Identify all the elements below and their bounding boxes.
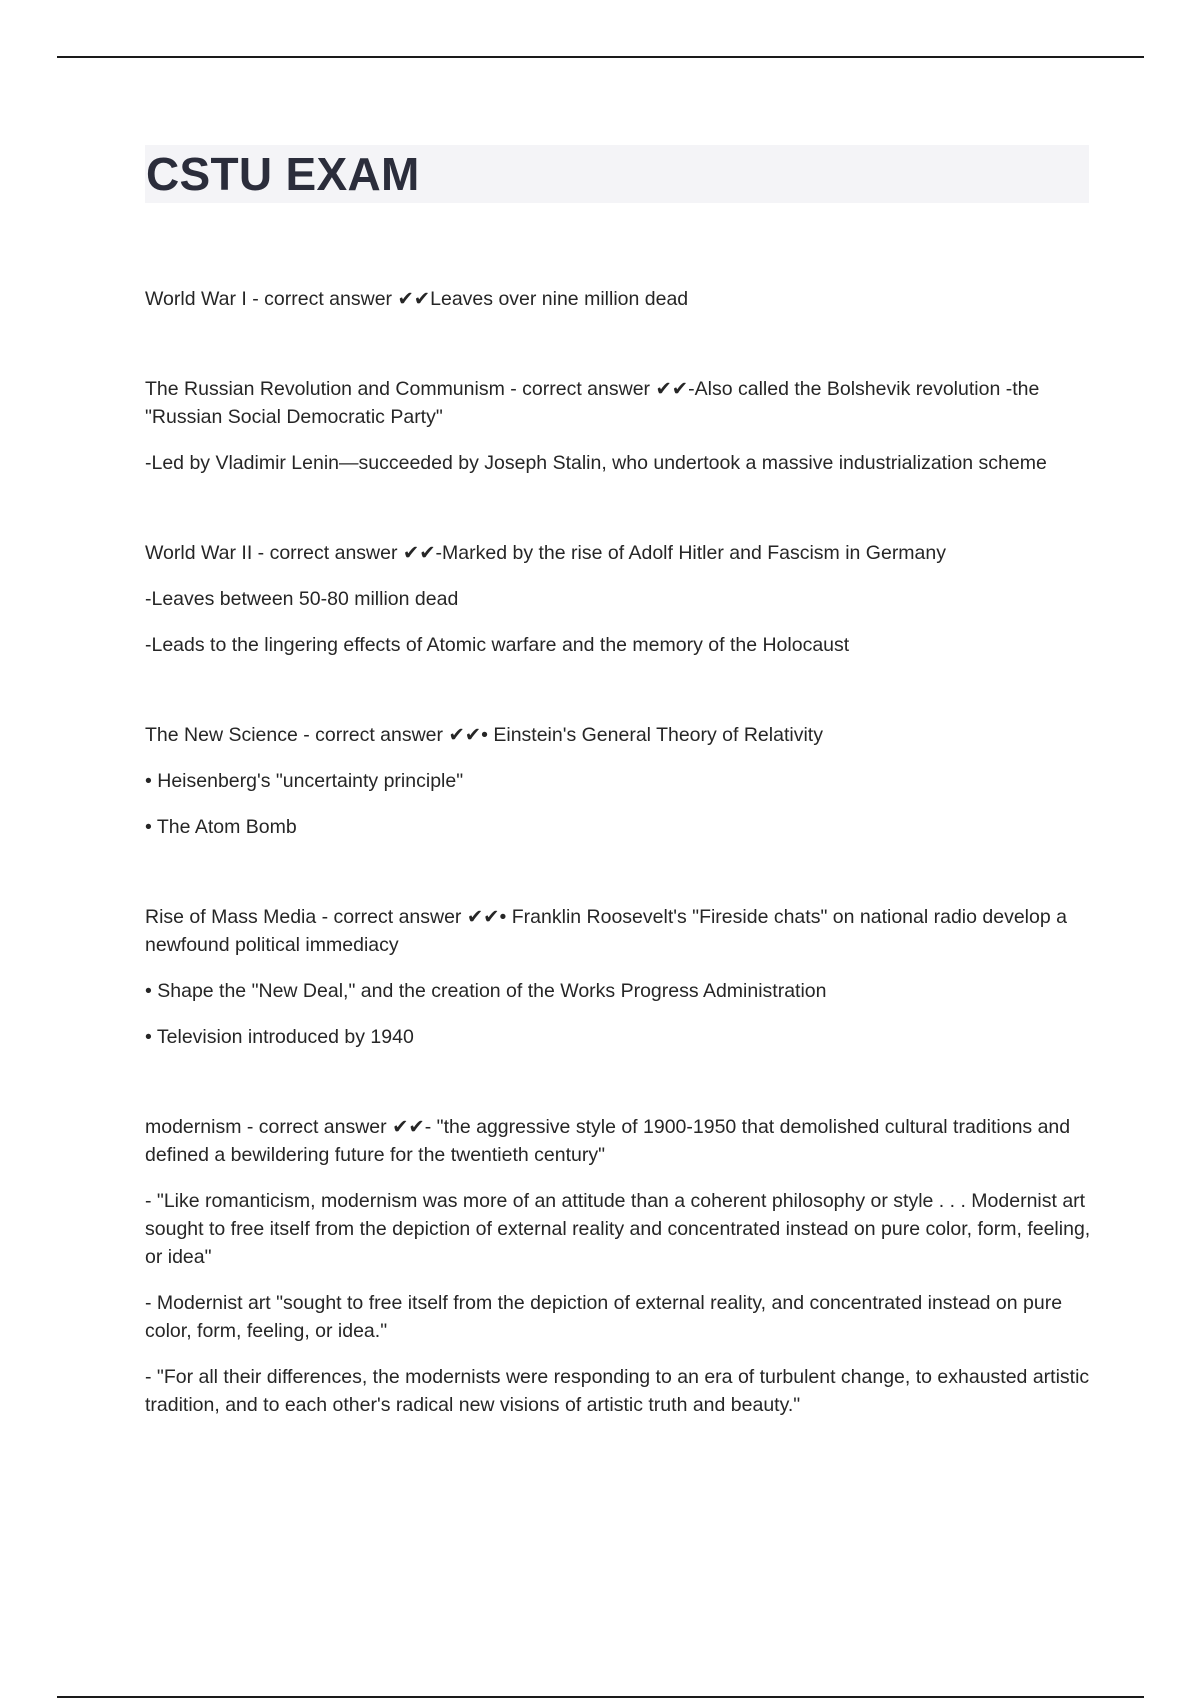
page-title: CSTU EXAM (146, 148, 420, 200)
entry-line: -Leaves between 50-80 million dead (145, 588, 459, 610)
qa-entry (145, 903, 1093, 1051)
qa-entry (145, 721, 1093, 841)
entry-line: - "For all their differences, the modernists were responding to an era of turbulent change, to exhausted artistic tradition, and to each other's radical new visions of artistic truth and beauty." (145, 1366, 1090, 1416)
entry-line: -Led by Vladimir Lenin—succeeded by Joseph Stalin, who undertook a massive industrialization scheme (145, 452, 1047, 474)
entry-line: -Leads to the lingering effects of Atomic warfare and the memory of the Holocaust (145, 634, 850, 656)
bottom-rule (57, 1696, 1144, 1698)
document-body (145, 285, 1093, 1481)
qa-entry (145, 375, 1093, 477)
qa-entry (145, 539, 1093, 659)
entry-line: • Shape the "New Deal," and the creation of the Works Progress Administration (145, 980, 827, 1002)
entry-line: World War II - correct answer ✔✔-Marked by the rise of Adolf Hitler and Fascism in Germany (145, 542, 946, 564)
entry-line: • The Atom Bomb (145, 816, 297, 838)
entry-line: The Russian Revolution and Communism - correct answer ✔✔-Also called the Bolshevik revolution -the "Russian Social Democratic Party" (145, 378, 1040, 428)
entry-line: World War I - correct answer ✔✔Leaves over nine million dead (145, 288, 689, 310)
entry-line: • Heisenberg's "uncertainty principle" (145, 770, 464, 792)
entry-line: Rise of Mass Media - correct answer ✔✔• Franklin Roosevelt's "Fireside chats" on national radio develop a newfound political immediacy (145, 906, 1067, 956)
entry-line: modernism - correct answer ✔✔- "the aggressive style of 1900-1950 that demolished cultural traditions and defined a bewildering future for the twentieth century" (145, 1116, 1071, 1166)
qa-entry (145, 1113, 1093, 1419)
entry-line: - "Like romanticism, modernism was more of an attitude than a coherent philosophy or style . . . Modernist art sought to free itself from the depiction of external reality and concentrated instead on pure color, form, feeling, or idea" (145, 1190, 1091, 1268)
entry-line: - Modernist art "sought to free itself from the depiction of external reality, and concentrated instead on pure color, form, feeling, or idea." (145, 1292, 1063, 1342)
entry-line: The New Science - correct answer ✔✔• Einstein's General Theory of Relativity (145, 724, 823, 746)
qa-entry (145, 285, 1093, 313)
top-rule (57, 56, 1144, 58)
entry-line: • Television introduced by 1940 (145, 1026, 414, 1048)
